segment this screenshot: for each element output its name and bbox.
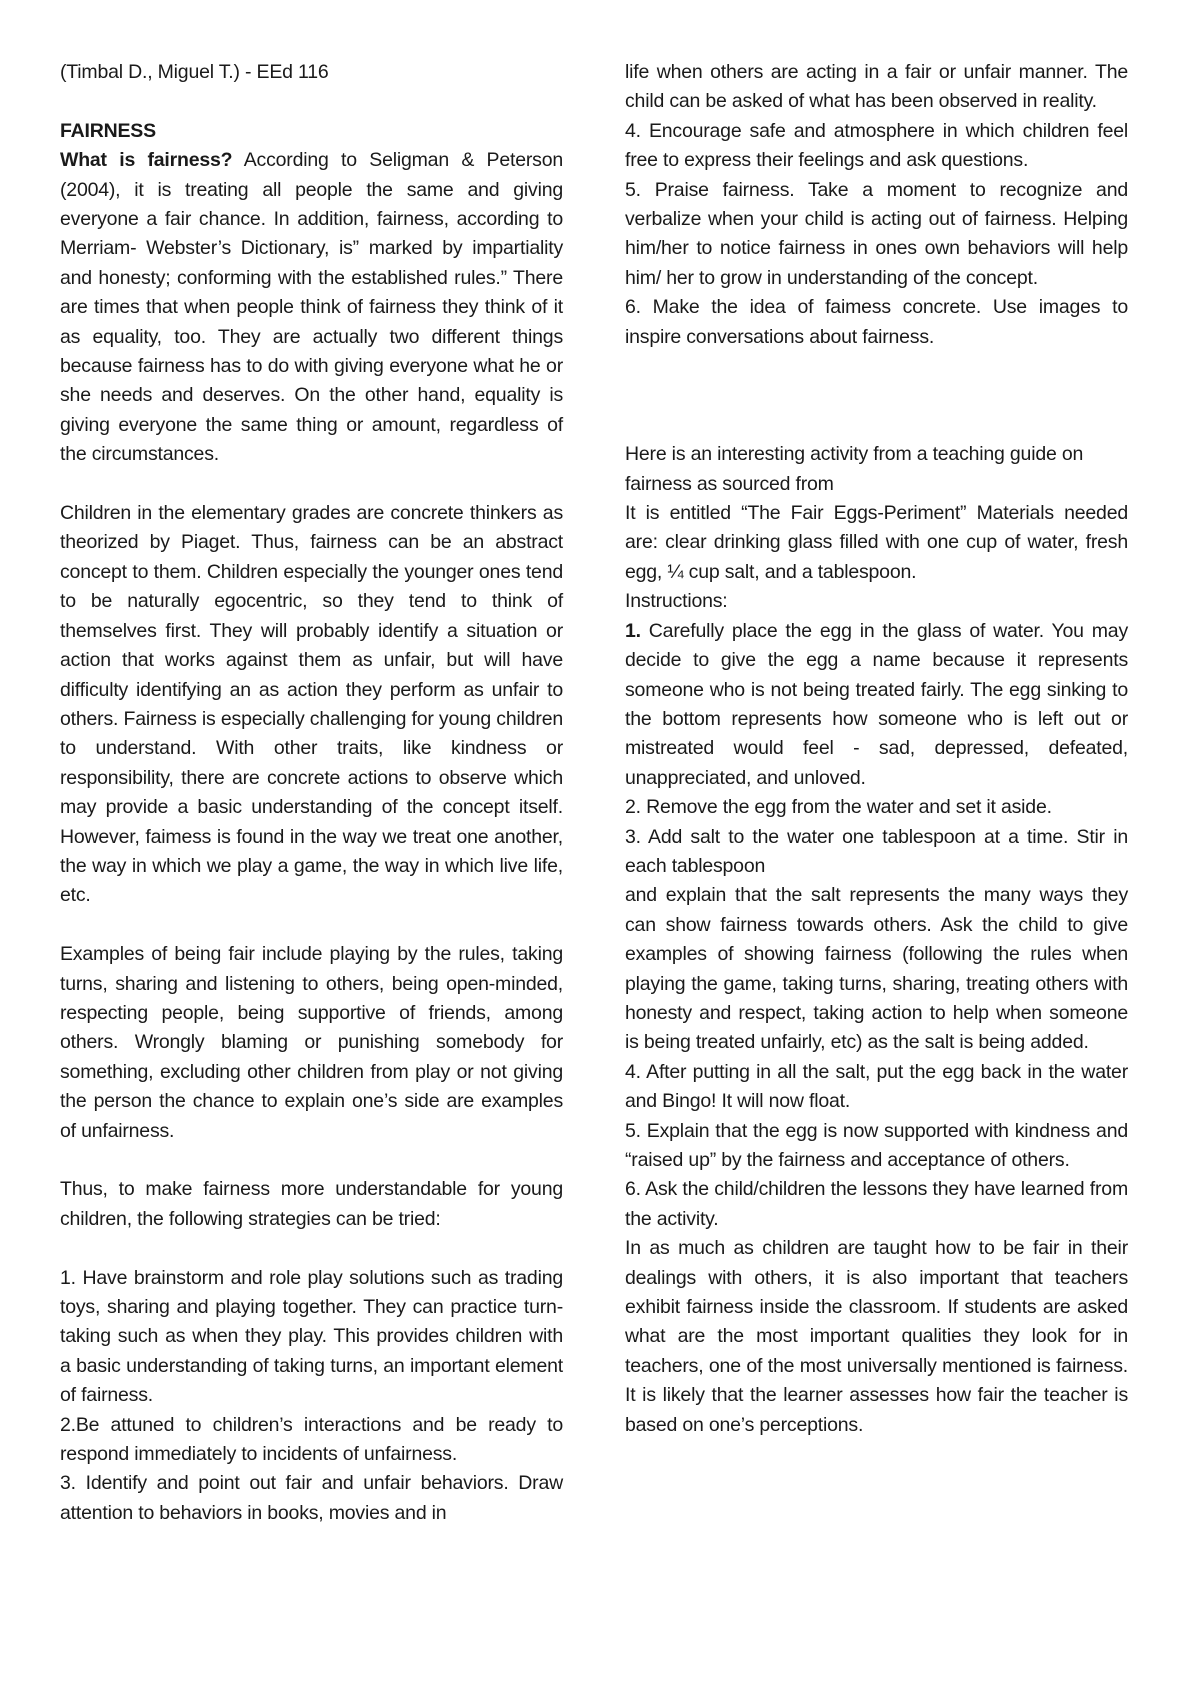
activity-step-1 <box>625 617 1128 793</box>
examples-paragraph: Examples of being fair include playing by the rules, taking turns, sharing and listening to others, being open-minded, respecting people, being supportive of friends, among others. Wrongly blaming or punishing somebody for something, excluding other children from play or not giving the person the chance to explain one’s side are examples of unfairness. <box>60 943 563 1142</box>
left-column <box>60 58 563 1528</box>
spacer <box>60 87 563 116</box>
activity-step-6: 6. Ask the child/children the lessons they have learned from the activity. <box>625 1178 1128 1230</box>
activity-step-3: 3. Add salt to the water one tablespoon at a time. Stir in each tablespoon <box>625 825 1128 877</box>
spacer <box>60 1146 563 1175</box>
strategy-item-5: 5. Praise fairness. Take a moment to recognize and verbalize when your child is acting out of fairness. Helping him/her to notice fairness in ones own behaviors will help him/ her to grow in understanding of the concept. <box>625 178 1128 289</box>
intro-question: What is fairness? <box>60 149 233 172</box>
intro-paragraph <box>60 146 563 469</box>
strategy-item-3-continued: life when others are acting in a fair or unfair manner. The child can be asked of what has been observed in reality. <box>625 61 1128 113</box>
strategy-item-1: 1. Have brainstorm and role play solutions such as trading toys, sharing and playing together. They can practice turn-taking such as when they play. This provides children with a basic understanding of taking turns, an important element of fairness. <box>60 1266 563 1407</box>
document-title: FAIRNESS <box>60 119 156 142</box>
strategy-item-4: 4. Encourage safe and atmosphere in which children feel free to express their feelings and ask questions. <box>625 119 1128 172</box>
strategy-item-6: 6. Make the idea of faimess concrete. Use images to inspire conversations about fairness. <box>625 296 1128 348</box>
spacer <box>625 352 1128 411</box>
activity-intro: Here is an interesting activity from a teaching guide on fairness as sourced from <box>625 443 1084 495</box>
spacer <box>60 911 563 940</box>
children-paragraph: Children in the elementary grades are concrete thinkers as theorized by Piaget. Thus, fairness can be an abstract concept to them. Children especially the younger ones tend to be naturally egocentric, so they tend to think of themselves first. They will probably identify a situation or action that works against them as unfair, but will have difficulty identifying an as action they perform as unfair to others. Fairness is especially challenging for young children to understand. With other traits, like kindness or responsibility, there are concrete actions to observe which may provide a basic understanding of the concept itself. However, faimess is found in the way we treat one another, the way in which we play a game, the way in which live life, etc. <box>60 502 563 907</box>
spacer <box>625 411 1128 440</box>
activity-step-3-continued: and explain that the salt represents the many ways they can show fairness towards others. Ask the child to give examples of showing fairness (following the rules when playing the game, taking turns, sharing, treating others with honesty and respect, taking action to help when someone is being treated unfairly, etc) as the salt is being added. <box>625 884 1128 1054</box>
activity-step-2: 2. Remove the egg from the water and set it aside. <box>625 796 1052 819</box>
step-1-number: 1. <box>625 619 641 642</box>
strategies-intro-paragraph: Thus, to make fairness more understandable for young children, the following strategies can be tried: <box>60 1178 563 1230</box>
strategy-item-3: 3. Identify and point out fair and unfair behaviors. Draw attention to behaviors in books, movies and in <box>60 1472 563 1524</box>
intro-text: According to Seligman & Peterson (2004), it is treating all people the same and giving everyone a fair chance. In addition, fairness, according to Merriam- Webster’s Dictionary, is” marked by impartiality and honesty; conforming with the established rules.” There are times that when people think of fairness they think of it as equality, too. They are actually two different things because fairness has to do with giving everyone what he or she needs and deserves. On the other hand, equality is giving everyone the same thing or amount, regardless of the circumstances. <box>60 149 563 466</box>
activity-title-materials: It is entitled “The Fair Eggs-Periment” Materials needed are: clear drinking glass filled with one cup of water, fresh egg, ¼ cup salt, and a tablespoon. <box>625 502 1128 583</box>
right-column <box>625 58 1128 1440</box>
strategy-item-2: 2.Be attuned to children’s interactions and be ready to respond immediately to incidents of unfairness. <box>60 1413 563 1466</box>
spacer <box>60 1234 563 1263</box>
document-header: (Timbal D., Miguel T.) - EEd 116 <box>60 61 329 83</box>
closing-paragraph: In as much as children are taught how to be fair in their dealings with others, it is also important that teachers exhibit fairness inside the classroom. If students are asked what are the most important qualities they look for in teachers, one of the most universally mentioned is fairness. It is likely that the learner assesses how fair the teacher is based on one’s perceptions. <box>625 1237 1128 1436</box>
instructions-label: Instructions: <box>625 590 728 613</box>
step-1-text: Carefully place the egg in the glass of water. You may decide to give the egg a name because it represents someone who is not being treated fairly. The egg sinking to the bottom represents how someone who is left out or mistreated would feel - sad, depressed, defeated, unappreciated, and unloved. <box>625 619 1128 789</box>
activity-step-5: 5. Explain that the egg is now supported with kindness and “raised up” by the fairness and acceptance of others. <box>625 1119 1128 1171</box>
spacer <box>60 470 563 499</box>
activity-step-4: 4. After putting in all the salt, put the egg back in the water and Bingo! It will now float. <box>625 1060 1128 1113</box>
